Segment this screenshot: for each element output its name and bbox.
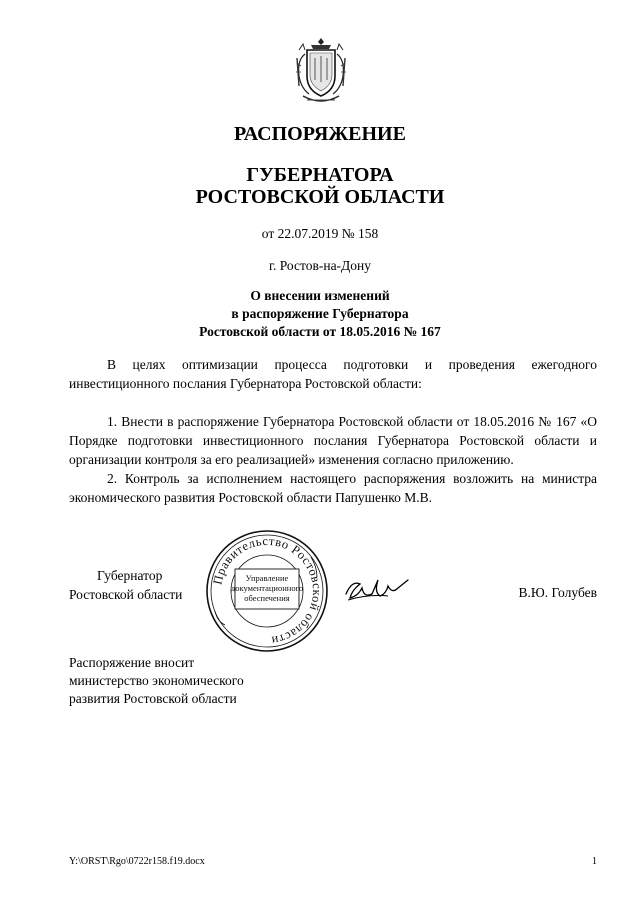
handwritten-signature	[342, 574, 422, 608]
footer-file-path: Y:\ORST\Rgo\0722r158.f19.docx	[69, 856, 205, 867]
preamble-paragraph: В целях оптимизации процесса подготовки и проведения ежегодного инвестиционного послания Губернатора Ростовской области:	[69, 357, 597, 391]
signatory-position	[69, 566, 199, 604]
signatory-name: В.Ю. Голубев	[518, 585, 597, 600]
subject-line-2: в распоряжение Губернатора	[231, 306, 409, 321]
submitter-line-1: Распоряжение вносит	[69, 655, 195, 670]
position-line-1: Губернатор	[97, 568, 163, 583]
official-stamp	[203, 527, 331, 655]
position-line-2: Ростовской области	[69, 587, 183, 602]
item-2-paragraph: 2. Контроль за исполнением настоящего распоряжения возложить на министра экономического развития Ростовской области Папушенко М.В.	[69, 471, 597, 505]
item-1-paragraph: 1. Внести в распоряжение Губернатора Ростовской области от 18.05.2016 № 167 «О Порядке подготовки инвестиционного послания Губернатора Ростовской области и организации контроля за его реализацией» изменения согласно приложению.	[69, 414, 597, 467]
date-and-number: от 22.07.2019 № 158	[261, 226, 379, 241]
body-text	[69, 355, 597, 507]
document-type-heading: РАСПОРЯЖЕНИЕ	[234, 123, 406, 145]
page-number: 1	[592, 856, 597, 867]
coat-of-arms-emblem	[293, 36, 349, 108]
stamp-inner-line-2: документационного	[230, 583, 304, 593]
city: г. Ростов-на-Дону	[268, 258, 371, 273]
submitter-line-3: развития Ростовской области	[69, 691, 237, 706]
subject-line-1: О внесении изменений	[250, 288, 390, 303]
subject-line-3: Ростовской области от 18.05.2016 № 167	[199, 324, 441, 339]
stamp-ring-text: Правительство Ростовской области	[210, 533, 325, 648]
issuer-line-2: РОСТОВСКОЙ ОБЛАСТИ	[195, 186, 445, 208]
issuer-line-1: ГУБЕРНАТОРА	[246, 164, 394, 186]
submitter-line-2: министерство экономического	[69, 673, 244, 688]
submitter-note	[69, 654, 244, 708]
stamp-inner-line-3: обеспечения	[244, 593, 290, 603]
stamp-inner-line-1: Управление	[245, 573, 289, 583]
